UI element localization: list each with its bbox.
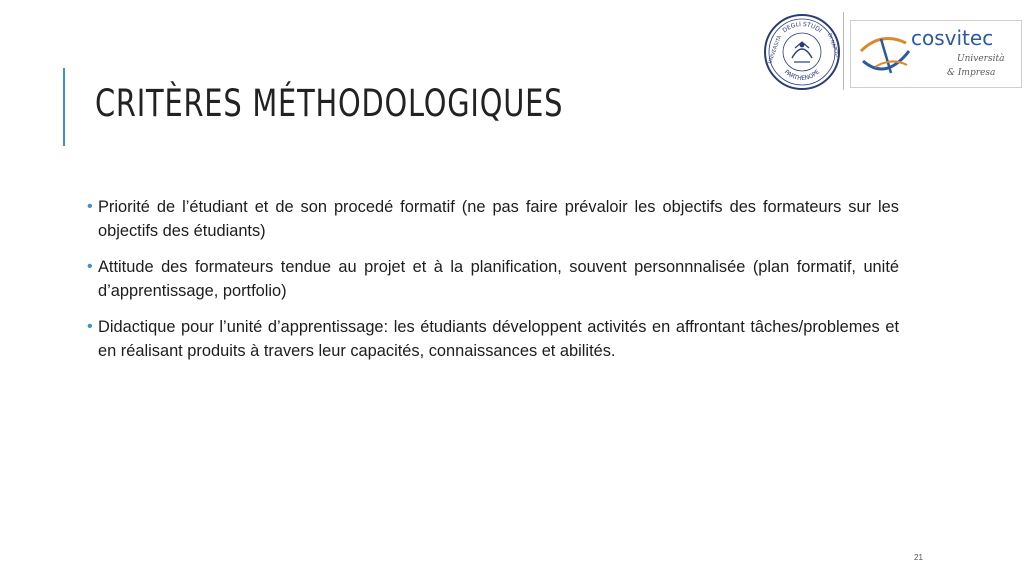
logo-area: [762, 10, 1024, 94]
slide-title: CRITÈRES MÉTHODOLOGIQUES: [95, 82, 564, 125]
cosvitec-logo-icon: [851, 21, 1021, 87]
cosvitec-tagline-2: & Impresa: [947, 68, 996, 78]
bullet-item: [87, 255, 899, 303]
slide-content: [87, 195, 899, 375]
seal-text-left: UNIVERSITÀ: [767, 34, 784, 65]
page-number: 21: [914, 553, 923, 562]
cosvitec-name: cosvitec: [911, 26, 994, 50]
title-accent-bar: [63, 68, 65, 146]
seal-text-bottom: PARTHENOPE: [782, 68, 822, 83]
bullet-marker: •: [87, 258, 93, 275]
bullet-marker: •: [87, 318, 93, 335]
university-seal-icon: [762, 12, 842, 92]
bullet-text: Didactique pour l’unité d’apprentissage: les étudiants développent activités en affrontant tâches/problemes et en réalisant produits à travers leur capacités, connaissances et abilités.: [98, 318, 899, 360]
bullet-item: [87, 195, 899, 243]
bullet-marker: •: [87, 198, 93, 215]
bullet-list: [87, 195, 899, 363]
bullet-text: Priorité de l’étudiant et de son procedé formatif (ne pas faire prévaloir les objectifs des formateurs sur les objectifs des étudiants): [98, 198, 899, 240]
bullet-text: Attitude des formateurs tendue au projet et à la planification, souvent personnnalisée (plan formatif, unité d’apprentissage, portfolio): [98, 258, 899, 300]
logo-divider: [843, 12, 844, 90]
seal-text-right: DI NAPOLI: [826, 32, 841, 59]
bullet-item: [87, 315, 899, 363]
cosvitec-tagline-1: Università: [957, 54, 1005, 64]
seal-text-top: DEGLI STUDI: [781, 20, 823, 35]
cosvitec-logo: [850, 20, 1022, 88]
